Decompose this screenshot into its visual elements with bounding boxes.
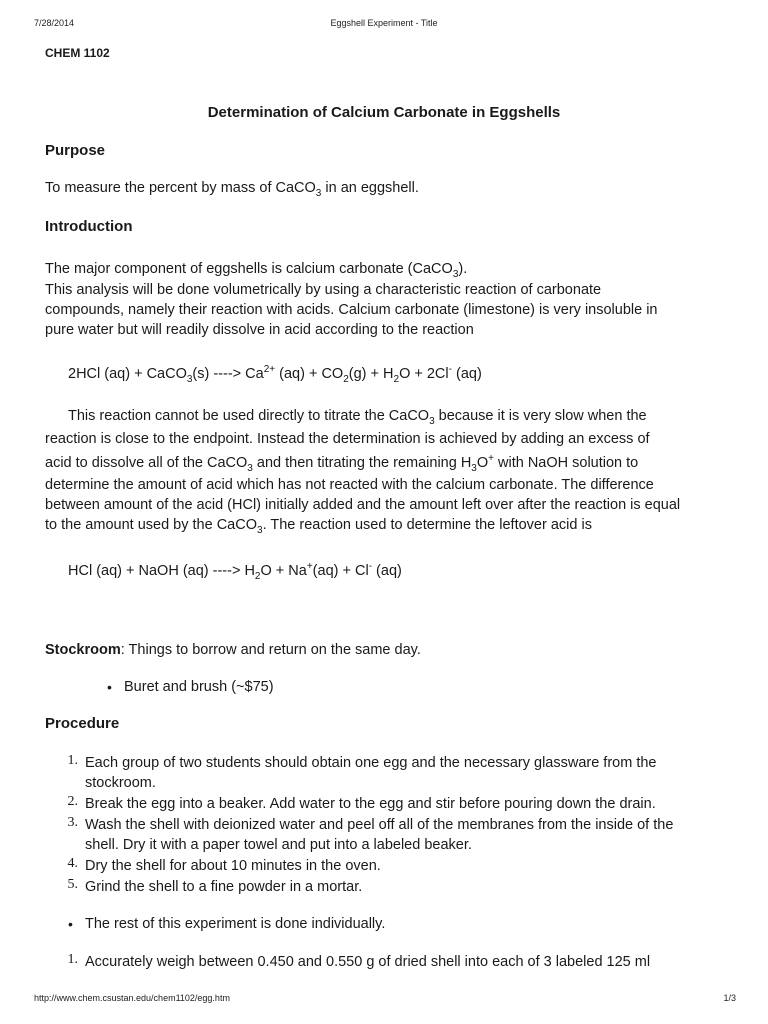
weigh-step-line-1: Accurately weigh between 0.450 and 0.550 g of dried shell into each of 3 labeled 125 ml [85, 954, 651, 970]
para2-line-6: to the amount used by the CaCO$_3$. The reaction used to determine the leftover acid is [45, 517, 592, 536]
step-number: 3. [67, 815, 78, 830]
step-number: 1. [67, 952, 78, 967]
procedure-heading: Procedure [45, 715, 120, 732]
para2-line-3: acid to dissolve all of the CaCO$_3$ and then titrating the remaining $H_3O^+$ with NaOH solution to [45, 453, 639, 474]
step-1-line-1: Each group of two students should obtain one egg and the necessary glassware from the [85, 755, 657, 771]
para2-line-1: This reaction cannot be used directly to titrate the CaCO$_3$ because it is very slow when the [68, 408, 647, 427]
intro-line-4: pure water but will readily dissolve in acid according to the reaction [45, 322, 474, 338]
step-1-line-2: stockroom. [85, 775, 156, 791]
course-code: CHEM 1102 [45, 46, 110, 60]
para2-line-2: reaction is close to the endpoint. Instead the determination is achieved by adding an excess of [45, 431, 650, 447]
para2-line-5: between amount of the acid (HCl) initially added and the amount left over after the reaction is equal [45, 497, 681, 513]
equation-dissolution: 2HCl (aq) + CaCO$_3$(s) ----> $Ca^{2+}$ $(aq) + CO_2(g) + H_2O + 2Cl^-$ (aq) [68, 364, 482, 385]
purpose-heading: Purpose [45, 142, 106, 159]
step-5-line-1: Grind the shell to a fine powder in a mortar. [85, 879, 363, 895]
step-number: 2. [67, 794, 78, 809]
intro-line-2: This analysis will be done volumetrically by using a characteristic reaction of carbonate [45, 282, 602, 298]
document-title: Determination of Calcium Carbonate in Eggshells [207, 104, 561, 121]
equation-titration: HCl (aq) + NaOH (aq) ----> $H_2O + Na^+(aq) + Cl^-$ (aq) [68, 561, 402, 582]
print-date: 7/28/2014 [34, 18, 75, 28]
step-3-line-2: shell. Dry it with a paper towel and put into a labeled beaker. [85, 837, 472, 853]
stockroom-item: • Buret and brush (~$75) [124, 677, 274, 697]
step-2-line-1: Break the egg into a beaker. Add water to the egg and stir before pouring down the drain. [85, 796, 656, 812]
intro-line-1: The major component of eggshells is calcium carbonate (CaCO$_3$). [45, 261, 468, 280]
stockroom-line: Stockroom: Things to borrow and return on the same day. [45, 642, 421, 658]
stockroom-label: Stockroom [45, 642, 121, 658]
print-url: http://www.chem.csustan.edu/chem1102/egg.htm [34, 993, 230, 1003]
step-4-line-1: Dry the shell for about 10 minutes in the oven. [85, 858, 381, 874]
print-title: Eggshell Experiment - Title [330, 18, 438, 28]
step-number: 5. [67, 877, 78, 892]
step-number: 1. [67, 753, 78, 768]
step-3-line-1: Wash the shell with deionized water and peel off all of the membranes from the inside of the [85, 817, 674, 833]
intro-line-3: compounds, namely their reaction with acids. Calcium carbonate (limestone) is very insoluble in [45, 302, 658, 318]
purpose-text: To measure the percent by mass of CaCO$_3$ in an eggshell. [45, 180, 419, 199]
page-number: 1/3 [723, 993, 736, 1003]
procedure-note: • The rest of this experiment is done individually. [85, 914, 385, 934]
step-number: 4. [67, 856, 78, 871]
introduction-heading: Introduction [45, 218, 133, 235]
para2-line-4: determine the amount of acid which has not reacted with the calcium carbonate. The difference [45, 477, 654, 493]
